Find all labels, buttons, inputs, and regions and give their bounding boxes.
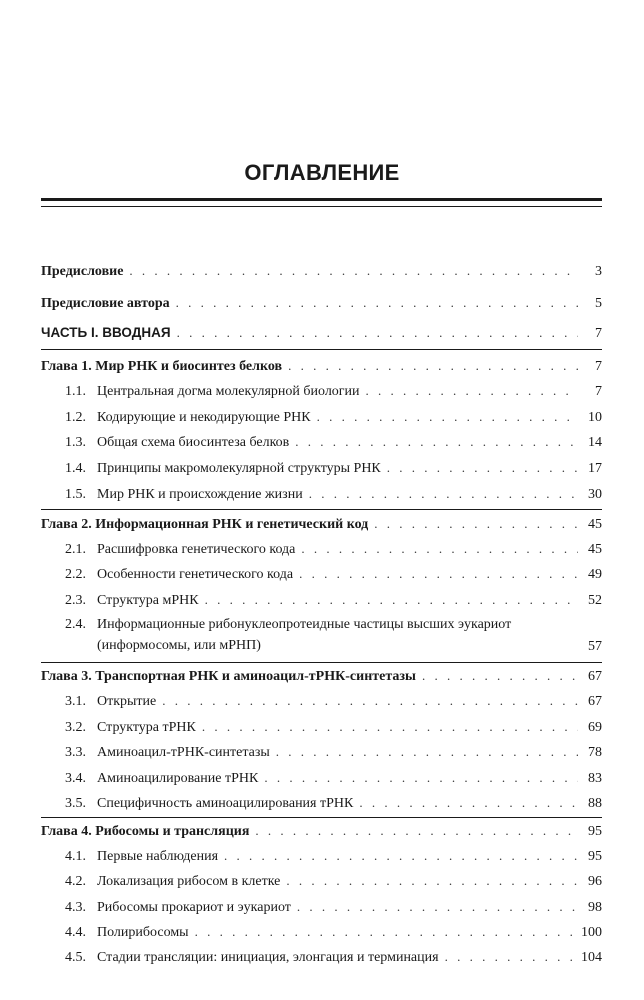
toc-entry-label: Информационные рибонуклеопротеидные частицы высших эукариот (информосомы, или мРНП)	[97, 617, 512, 653]
toc-entry-label: Структура тРНК	[97, 720, 196, 735]
title-rule-thick	[41, 198, 602, 201]
toc-entry-label: Особенности генетического кода	[97, 567, 294, 582]
toc-page-number: 83	[588, 771, 602, 786]
leader-dots	[162, 692, 578, 710]
section-divider	[41, 662, 602, 663]
toc-entry-label: Структура мРНК	[97, 593, 199, 608]
leader-dots	[176, 294, 578, 312]
toc-entry-label: Аминоацилирование тРНК	[97, 771, 259, 786]
leader-dots	[359, 794, 578, 812]
section-number: 3.3.	[65, 745, 86, 760]
toc-entry-label: Специфичность аминоацилирования тРНК	[97, 796, 354, 811]
leader-dots	[202, 718, 578, 736]
toc-entry-section[interactable]	[65, 718, 602, 737]
toc-page-number: 30	[588, 487, 602, 502]
toc-entry-label: Глава 2. Информационная РНК и генетический код	[41, 517, 369, 532]
section-number: 2.4.	[65, 617, 86, 632]
toc-entry-label: Предисловие	[41, 264, 124, 279]
page-title: ОГЛАВЛЕНИЕ	[244, 160, 400, 185]
toc-entry-section[interactable]	[65, 898, 602, 917]
leader-dots	[177, 324, 578, 342]
toc-page-number: 45	[588, 517, 602, 532]
leader-dots	[445, 948, 575, 966]
toc-page-number: 104	[581, 950, 602, 965]
leader-dots	[129, 262, 578, 280]
toc-page-number: 3	[595, 264, 602, 279]
toc-entry-label: Предисловие автора	[41, 296, 170, 311]
toc-entry-label: Полирибосомы	[97, 925, 189, 940]
toc-entry-author-preface[interactable]	[41, 294, 602, 313]
title-rule-thin	[41, 206, 602, 207]
toc-page-number: 95	[588, 824, 602, 839]
leader-dots	[286, 872, 578, 890]
section-number: 1.5.	[65, 487, 86, 502]
toc-page-number: 78	[588, 745, 602, 760]
toc-entry-section[interactable]	[65, 923, 602, 942]
toc-entry-section[interactable]	[65, 591, 602, 610]
toc-entry-chapter-2[interactable]	[41, 515, 602, 534]
toc-entry-label: Расшифровка генетического кода	[97, 542, 296, 557]
toc-entry-label: Принципы макромолекулярной структуры РНК	[97, 461, 381, 476]
leader-dots	[295, 433, 578, 451]
section-number: 2.2.	[65, 567, 86, 582]
section-number: 3.4.	[65, 771, 86, 786]
toc-entry-label: Рибосомы прокариот и эукариот	[97, 900, 291, 915]
toc-page-number: 95	[588, 849, 602, 864]
leader-dots	[205, 591, 578, 609]
toc-entry-label: Общая схема биосинтеза белков	[97, 435, 290, 450]
toc-entry-label: Глава 1. Мир РНК и биосинтез белков	[41, 359, 283, 374]
toc-entry-label: Глава 4. Рибосомы и трансляция	[41, 824, 250, 839]
section-number: 4.3.	[65, 900, 86, 915]
leader-dots	[299, 565, 578, 583]
section-number: 4.2.	[65, 874, 86, 889]
toc-page-number: 100	[581, 925, 602, 940]
section-number: 2.1.	[65, 542, 86, 557]
section-number: 1.1.	[65, 384, 86, 399]
toc-page-number: 67	[588, 669, 602, 684]
toc-entry-section[interactable]	[65, 459, 602, 478]
toc-page-number: 88	[588, 796, 602, 811]
leader-dots	[366, 382, 578, 400]
toc-entry-section[interactable]	[65, 794, 602, 813]
toc-entry-chapter-3[interactable]	[41, 667, 602, 686]
toc-page-number: 96	[588, 874, 602, 889]
leader-dots	[301, 540, 578, 558]
section-number: 4.5.	[65, 950, 86, 965]
toc-entry-section[interactable]	[65, 485, 602, 504]
toc-page-number: 7	[595, 326, 602, 341]
section-number: 3.2.	[65, 720, 86, 735]
toc-entry-section[interactable]	[65, 433, 602, 452]
toc-page-number: 5	[595, 296, 602, 311]
leader-dots	[264, 769, 578, 787]
leader-dots	[422, 667, 578, 685]
toc-page-number: 98	[588, 900, 602, 915]
leader-dots	[276, 743, 578, 761]
section-divider	[41, 509, 602, 510]
leader-dots	[224, 847, 578, 865]
leader-dots	[195, 923, 575, 941]
section-divider	[41, 817, 602, 818]
toc-entry-label: Первые наблюдения	[97, 849, 219, 864]
toc-entry-section[interactable]	[65, 948, 602, 967]
section-number: 4.4.	[65, 925, 86, 940]
toc-page-number: 49	[588, 567, 602, 582]
toc-page-number: 7	[595, 359, 602, 374]
section-number: 1.3.	[65, 435, 86, 450]
toc-entry-label: Мир РНК и происхождение жизни	[97, 487, 303, 502]
toc-entry-label: ЧАСТЬ I. ВВОДНАЯ	[41, 325, 171, 340]
toc-entry-chapter-1[interactable]	[41, 357, 602, 376]
toc-entry-section[interactable]	[65, 565, 602, 584]
section-number: 3.5.	[65, 796, 86, 811]
toc-page-number: 69	[588, 720, 602, 735]
toc-page-number: 57	[588, 639, 602, 654]
section-number: 3.1.	[65, 694, 86, 709]
toc-entry-section[interactable]	[65, 614, 602, 656]
leader-dots	[374, 515, 578, 533]
toc-entry-section[interactable]	[65, 382, 602, 401]
toc-entry-section[interactable]	[65, 769, 602, 788]
toc-entry-preface[interactable]	[41, 262, 602, 281]
section-number: 2.3.	[65, 593, 86, 608]
toc-entry-section[interactable]	[65, 872, 602, 891]
section-divider	[41, 349, 602, 350]
toc-entry-label: Открытие	[97, 694, 157, 709]
toc-entry-section[interactable]	[65, 408, 602, 427]
section-number: 4.1.	[65, 849, 86, 864]
toc-page-number: 67	[588, 694, 602, 709]
leader-dots	[288, 357, 578, 375]
toc-entry-label: Аминоацил-тРНК-синтетазы	[97, 745, 270, 760]
leader-dots	[317, 408, 578, 426]
leader-dots	[387, 459, 578, 477]
toc-page-number: 45	[588, 542, 602, 557]
toc-entry-part-1[interactable]	[41, 324, 602, 343]
toc-entry-chapter-4[interactable]	[41, 822, 602, 841]
toc-entry-label: Локализация рибосом в клетке	[97, 874, 281, 889]
toc-entry-section[interactable]	[65, 847, 602, 866]
section-number: 1.4.	[65, 461, 86, 476]
toc-entry-label: Кодирующие и некодирующие РНК	[97, 410, 311, 425]
toc-entry-label: Глава 3. Транспортная РНК и аминоацил-тРНК-синтетазы	[41, 669, 416, 684]
toc-entry-section[interactable]	[65, 743, 602, 762]
toc-entry-label: Стадии трансляции: инициация, элонгация и терминация	[97, 950, 439, 965]
leader-dots	[255, 822, 578, 840]
toc-entry-section[interactable]	[65, 540, 602, 559]
toc-page-number: 17	[588, 461, 602, 476]
leader-dots	[309, 485, 578, 503]
section-number: 1.2.	[65, 410, 86, 425]
toc-page-number: 52	[588, 593, 602, 608]
toc-entry-label: Центральная догма молекулярной биологии	[97, 384, 360, 399]
toc-entry-section[interactable]	[65, 692, 602, 711]
toc-page-number: 10	[588, 410, 602, 425]
toc-page-number: 7	[595, 384, 602, 399]
toc-page-number: 14	[588, 435, 602, 450]
leader-dots	[297, 898, 578, 916]
